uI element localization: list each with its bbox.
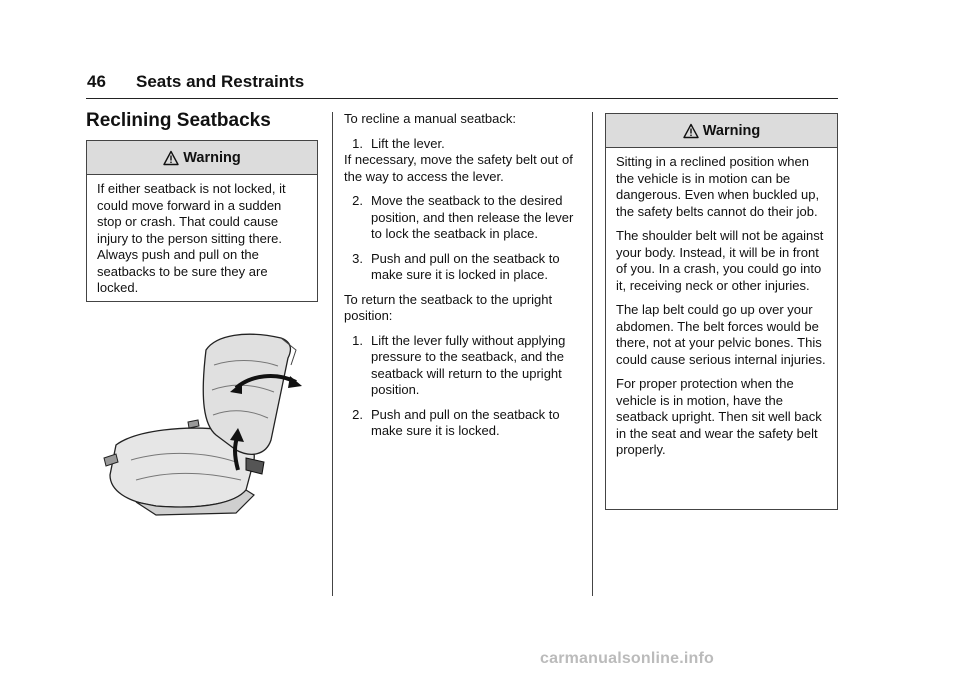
column-divider-right (592, 112, 593, 596)
step-text: Move the seatback to the desired position, and then release the lever to lock the seatback in place. (371, 193, 574, 241)
middle-column (344, 111, 584, 440)
step-number: 2. (352, 193, 363, 208)
warning-paragraph: The shoulder belt will not be against your body. Instead, it will be in front of you. In a crash, you could go into it, receiving neck or other injuries. (616, 228, 824, 293)
warning-paragraph: The lap belt could go up over your abdomen. The belt forces would be there, not at your pelvic bones. This could cause serious internal injuries. (616, 302, 826, 367)
section-heading: Reclining Seatbacks (86, 110, 271, 131)
manual-step (344, 136, 584, 153)
warning-header (606, 114, 837, 148)
manual-step (344, 251, 584, 284)
warning-text: If either seatback is not locked, it could move forward in a sudden stop or crash. That could cause injury to the person sitting there. Always push and pull on the seatbacks to be sure they are locked. (97, 181, 286, 295)
page-number: 46 (87, 72, 106, 91)
warning-title: Warning (183, 149, 241, 166)
warning-title: Warning (702, 122, 761, 139)
step-subtext: If necessary, move the safety belt out of the way to access the lever. (344, 152, 573, 184)
step-text: Lift the lever. (371, 135, 445, 151)
warning-paragraph: For proper protection when the vehicle is in motion, have the seatback upright. Then sit well back in the seat and wear the safety belt properly. (616, 376, 822, 457)
step-number: 2. (352, 406, 363, 422)
warning-icon (163, 150, 179, 166)
warning-box-right (605, 113, 838, 510)
step-number: 1. (352, 332, 363, 348)
column-divider-left (332, 112, 333, 596)
warning-body (87, 175, 317, 303)
reclining-seat-illustration (96, 330, 306, 520)
warning-paragraph: Sitting in a reclined position when the vehicle is in motion can be dangerous. Even when buckled up, the safety belts cannot do their job. (616, 154, 820, 219)
step-text: Push and pull on the seatback to make sure it is locked. (371, 406, 560, 438)
return-step (344, 333, 584, 399)
manual-intro: To recline a manual seatback: (344, 111, 516, 126)
return-intro: To return the seatback to the upright position: (344, 291, 553, 323)
warning-body (606, 148, 837, 465)
step-text: Push and pull on the seatback to make sure it is locked in place. (371, 250, 560, 282)
step-number: 3. (352, 250, 363, 266)
manual-step (344, 193, 584, 243)
section-title: Seats and Restraints (136, 72, 305, 91)
step-text: Lift the lever fully without applying pressure to the seatback, and the seatback will return to the upright position. (371, 332, 566, 397)
return-step (344, 407, 584, 440)
step-number: 1. (352, 135, 363, 151)
warning-box-left (86, 140, 318, 302)
warning-icon (683, 123, 699, 139)
warning-header (87, 141, 317, 175)
watermark: carmanualsonline.info (540, 650, 715, 667)
page-header (86, 70, 838, 99)
